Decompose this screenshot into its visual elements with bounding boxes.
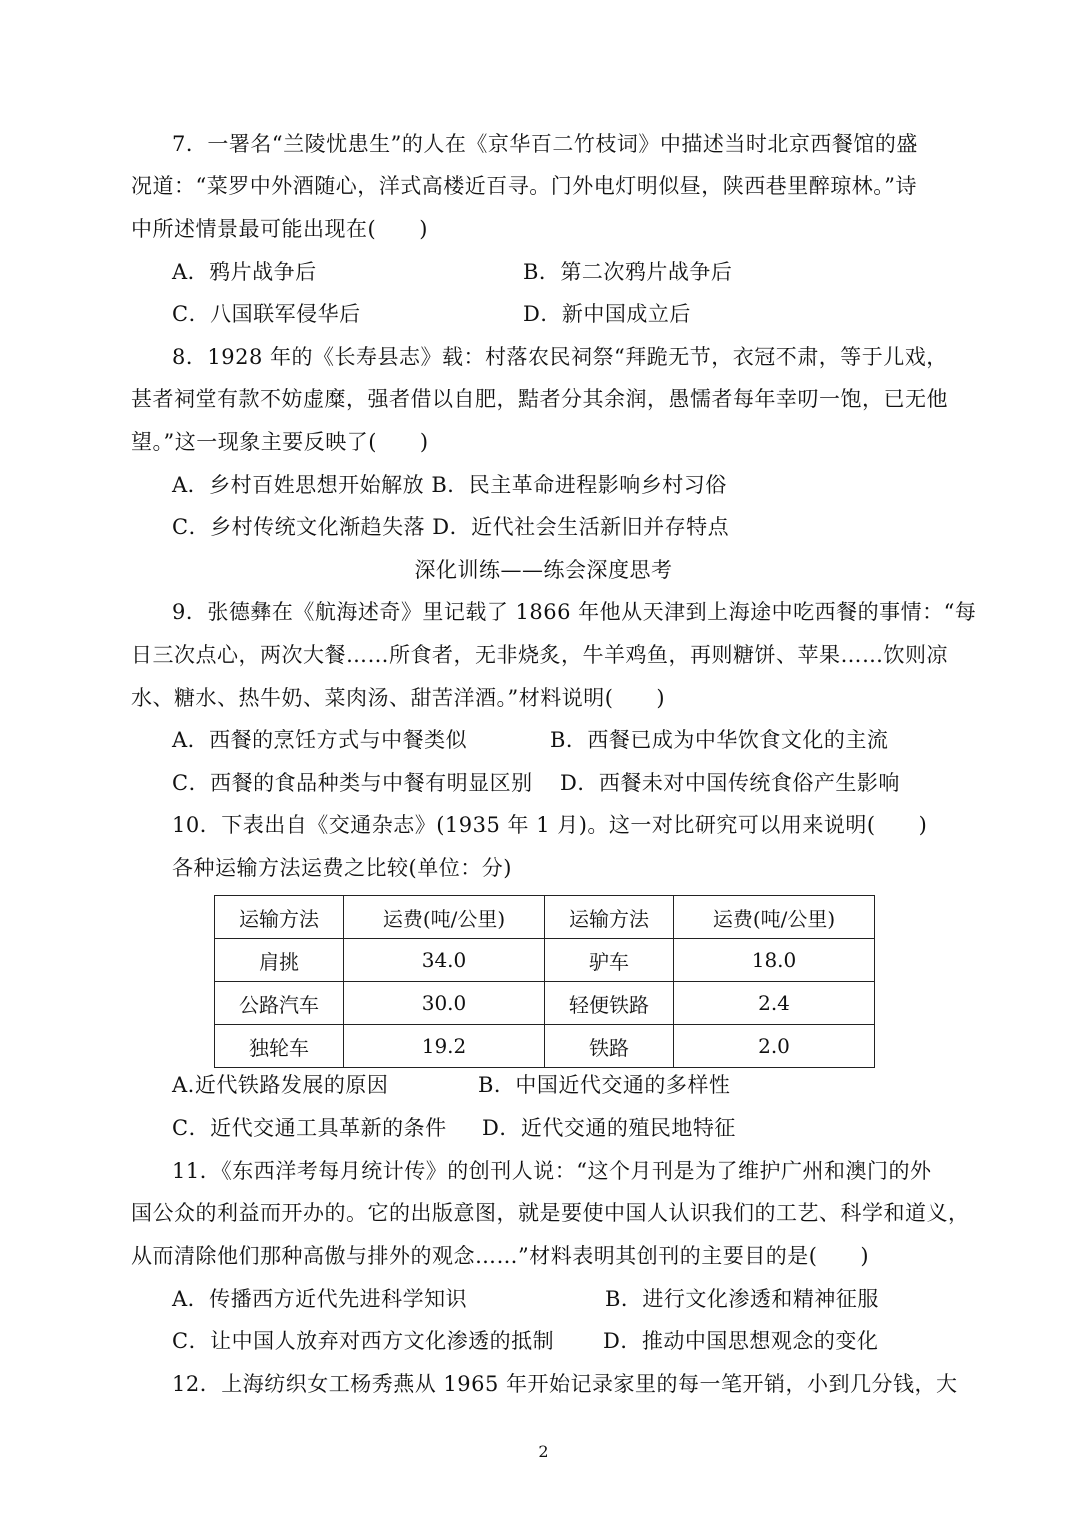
table-cell: 轻便铁路 [545, 982, 674, 1025]
q7-option-a: A．鸦片战争后 [172, 260, 317, 284]
table-header-cell: 运费(吨/公里) [674, 896, 875, 939]
q9-option-a: A．西餐的烹饪方式与中餐类似 [172, 728, 468, 752]
table-cell: 独轮车 [215, 1025, 344, 1068]
table-row [215, 982, 875, 1025]
q8-line-2: 甚者祠堂有款不妨虚糜，强者借以自肥，黠者分其余润，愚懦者每年幸叨一饱，已无他 [131, 387, 948, 411]
q11-option-c: C．让中国人放弃对西方文化渗透的抵制 [172, 1329, 555, 1353]
q11-option-b: B．进行文化渗透和精神征服 [605, 1287, 879, 1311]
table-cell: 2.4 [674, 982, 875, 1025]
q7-line-3: 中所述情景最可能出现在( ) [131, 217, 428, 241]
table-header-cell: 运输方法 [215, 896, 344, 939]
q9-option-c: C．西餐的食品种类与中餐有明显区别 [172, 771, 533, 795]
table-row [215, 1025, 875, 1068]
table-cell: 铁路 [545, 1025, 674, 1068]
table-caption: 各种运输方法运费之比较(单位：分) [172, 856, 512, 880]
q11-option-d: D．推动中国思想观念的变化 [603, 1329, 879, 1353]
q10-option-d: D．近代交通的殖民地特征 [482, 1116, 736, 1140]
table-cell: 公路汽车 [215, 982, 344, 1025]
q8-line-1: 8．1928 年的《长寿县志》载：村落农民祠祭“拜跪无节，衣冠不肃，等于儿戏， [172, 345, 948, 369]
q10-option-c: C．近代交通工具革新的条件 [172, 1116, 447, 1140]
table-cell: 19.2 [344, 1025, 545, 1068]
table-cell: 18.0 [674, 939, 875, 982]
q7-line-1: 7．一署名“兰陵忧患生”的人在《京华百二竹枝词》中描述当时北京西餐馆的盛 [172, 132, 918, 156]
q11-line-2: 国公众的利益而开办的。它的出版意图，就是要使中国人认识我们的工艺、科学和道义， [131, 1201, 970, 1225]
q10-line-1: 10．下表出自《交通杂志》(1935 年 1 月)。这一对比研究可以用来说明( ) [172, 813, 928, 837]
table-header-cell: 运输方法 [545, 896, 674, 939]
q11-line-1: 11．《东西洋考每月统计传》的创刊人说：“这个月刊是为了维护广州和澳门的外 [172, 1159, 932, 1183]
transport-cost-table [214, 895, 875, 1068]
table-cell: 34.0 [344, 939, 545, 982]
q10-option-b: B．中国近代交通的多样性 [478, 1073, 731, 1097]
q7-option-c: C．八国联军侵华后 [172, 302, 361, 326]
table-header-row [215, 896, 875, 939]
table-cell: 肩挑 [215, 939, 344, 982]
table-header-cell: 运费(吨/公里) [344, 896, 545, 939]
q11-option-a: A．传播西方近代先进科学知识 [172, 1287, 468, 1311]
table-row [215, 939, 875, 982]
q8-line-3: 望。”这一现象主要反映了( ) [131, 430, 429, 454]
q9-line-1: 9．张德彝在《航海述奇》里记载了 1866 年他从天津到上海途中吃西餐的事情：“每 [172, 600, 977, 624]
page-number: 2 [538, 1442, 549, 1461]
q8-options-cd: C．乡村传统文化渐趋失落 D．近代社会生活新旧并存特点 [172, 515, 730, 539]
table-cell: 驴车 [545, 939, 674, 982]
q9-line-3: 水、糖水、热牛奶、菜肉汤、甜苦洋酒。”材料说明( ) [131, 686, 666, 710]
table-cell: 30.0 [344, 982, 545, 1025]
q7-line-2: 况道：“菜罗中外酒随心，洋式高楼近百寻。门外电灯明似昼，陕西巷里醉琼林。”诗 [131, 174, 917, 198]
q7-option-d: D．新中国成立后 [523, 302, 691, 326]
q9-option-d: D．西餐未对中国传统食俗产生影响 [560, 771, 900, 795]
q11-line-3: 从而清除他们那种高傲与排外的观念……”材料表明其创刊的主要目的是( ) [131, 1244, 870, 1268]
q7-option-b: B．第二次鸦片战争后 [523, 260, 733, 284]
q8-options-ab: A．乡村百姓思想开始解放 B．民主革命进程影响乡村习俗 [172, 473, 727, 497]
table-cell: 2.0 [674, 1025, 875, 1068]
q12-line-1: 12．上海纺织女工杨秀燕从 1965 年开始记录家里的每一笔开销，小到几分钱，大 [172, 1372, 958, 1396]
q9-option-b: B．西餐已成为中华饮食文化的主流 [550, 728, 889, 752]
q9-line-2: 日三次点心，两次大餐……所食者，无非烧炙，牛羊鸡鱼，再则糖饼、苹果……饮则凉 [131, 643, 948, 667]
q10-option-a: A.近代铁路发展的原因 [172, 1073, 389, 1097]
section-title: 深化训练——练会深度思考 [414, 558, 673, 582]
